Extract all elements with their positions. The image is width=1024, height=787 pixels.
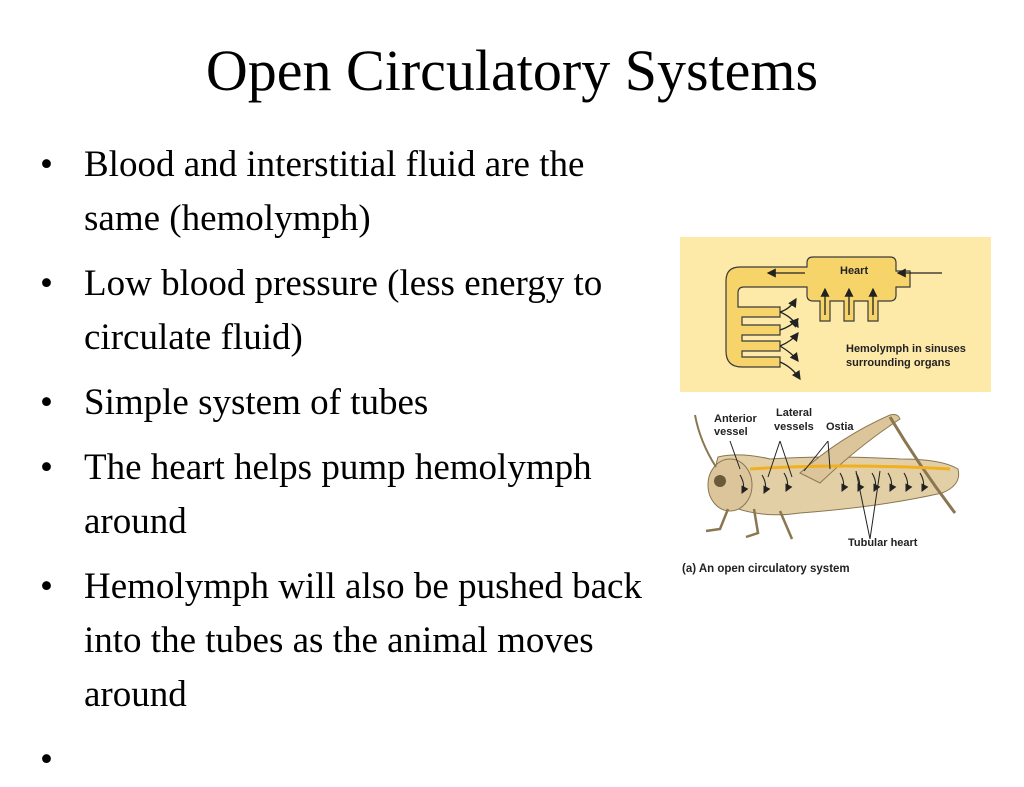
- anterior-vessel-label-line2: vessel: [714, 426, 748, 438]
- bullet-text: Low blood pressure (less energy to circulate fluid): [84, 263, 603, 358]
- tubular-heart-label: Tubular heart: [848, 537, 918, 549]
- bullet-list: [40, 138, 660, 780]
- bullet-text: Hemolymph will also be pushed back into the tubes as the animal moves around: [84, 566, 642, 715]
- bullet-marker: •: [40, 447, 53, 488]
- lateral-vessels-label-line2: vessels: [774, 421, 814, 433]
- bullet-text: The heart helps pump hemolymph around: [84, 447, 592, 542]
- bullet-marker: •: [40, 382, 53, 423]
- circulatory-diagram: [680, 237, 992, 582]
- sinus-label-line1: Hemolymph in sinuses: [846, 343, 966, 355]
- bullet-text: Blood and interstitial fluid are the same (hemolymph): [84, 144, 585, 239]
- bullet-marker: •: [40, 263, 53, 304]
- slide-title: Open Circulatory Systems: [205, 38, 819, 103]
- ostia-label: Ostia: [826, 421, 854, 433]
- bullet-item: [40, 376, 660, 430]
- sinus-label-line2: surrounding organs: [846, 357, 951, 369]
- anterior-vessel-label-line1: Anterior: [714, 413, 757, 425]
- lateral-vessels-label-line1: Lateral: [776, 407, 813, 419]
- bullet-marker: •: [40, 739, 53, 780]
- bullet-item: [40, 138, 660, 246]
- heart-label: Heart: [840, 265, 869, 277]
- bullet-text: Simple system of tubes: [84, 382, 429, 423]
- bullet-marker: •: [40, 144, 53, 185]
- circulatory-figure: [680, 237, 992, 582]
- bullet-item: [40, 560, 660, 722]
- bullet-item: [40, 441, 660, 549]
- bullet-item: [40, 257, 660, 365]
- figure-caption: (a) An open circulatory system: [682, 563, 850, 575]
- bullet-marker: •: [40, 566, 53, 607]
